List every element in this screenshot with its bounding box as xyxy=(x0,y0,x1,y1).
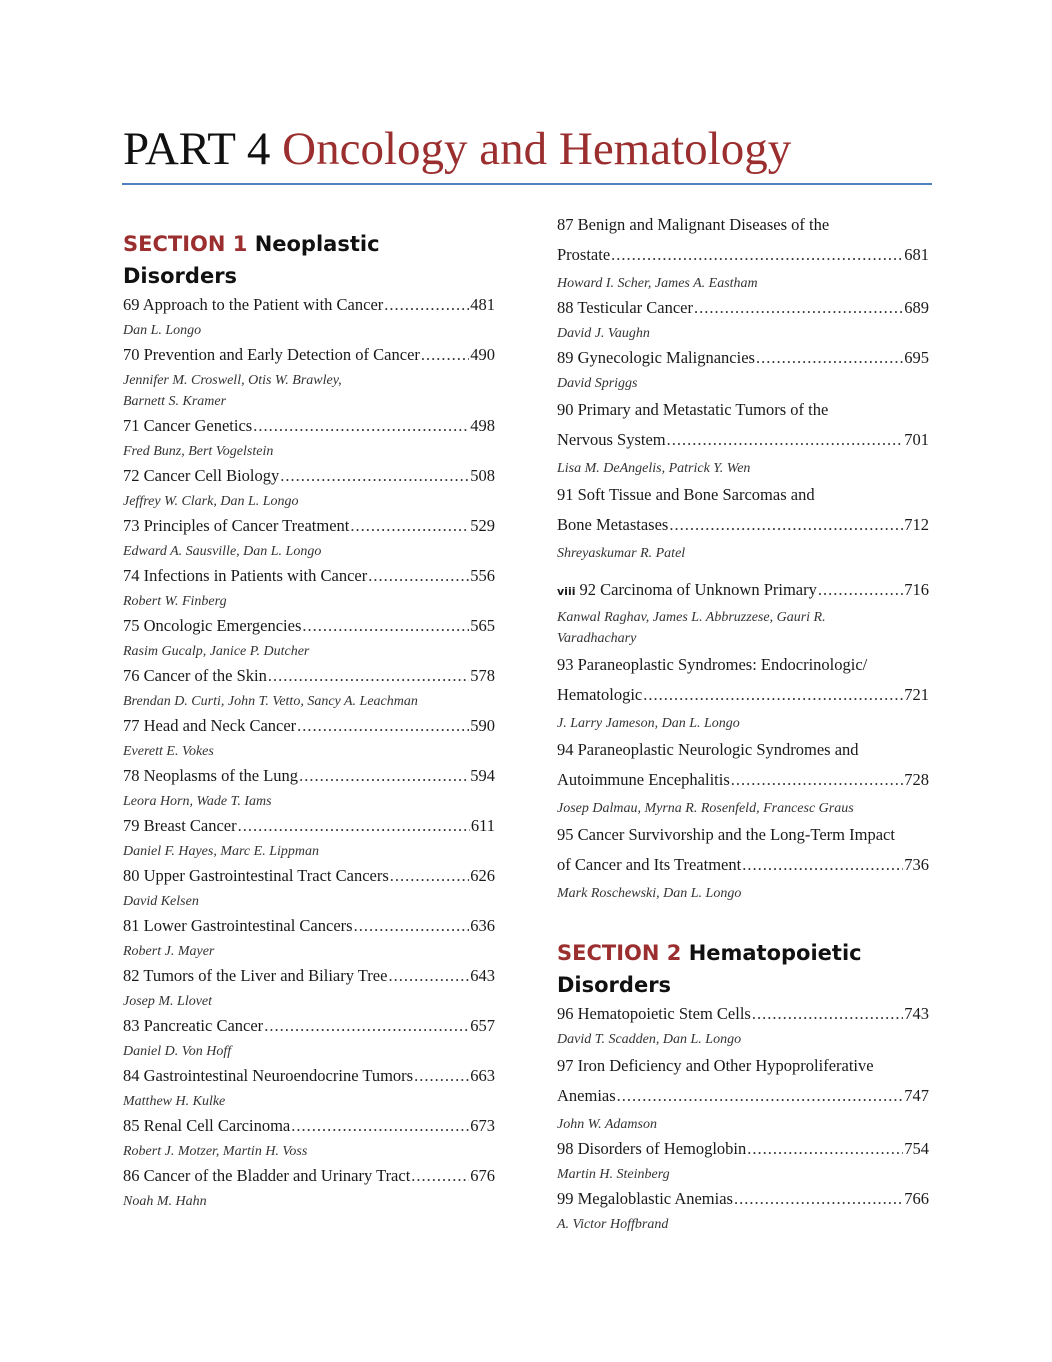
chapter-authors xyxy=(557,543,929,564)
chapter-page: 636 xyxy=(470,916,495,935)
dot-leader xyxy=(611,240,903,270)
chapter-line xyxy=(123,463,495,488)
chapter-line xyxy=(123,663,495,688)
chapter-page: 657 xyxy=(470,1016,495,1035)
authors-line: Brendan D. Curti, John T. Vetto, Sancy A. Leachman xyxy=(123,694,418,709)
section-1-heading xyxy=(123,228,495,292)
chapter-page: 490 xyxy=(470,345,495,364)
chapter-authors xyxy=(557,1029,929,1050)
chapter-line xyxy=(557,680,929,710)
authors-line: Lisa M. DeAngelis, Patrick Y. Wen xyxy=(557,461,751,476)
chapter-title: 81 Lower Gastrointestinal Cancers xyxy=(123,916,353,935)
dot-leader xyxy=(280,463,469,488)
chapter-line xyxy=(123,1113,495,1138)
chapter-entry[interactable] xyxy=(557,577,929,604)
right-column xyxy=(557,210,929,1236)
chapter-title-cont: Anemias xyxy=(557,1086,616,1105)
authors-line: Rasim Gucalp, Janice P. Dutcher xyxy=(123,644,310,659)
authors-line: Mark Roschewski, Dan L. Longo xyxy=(557,886,742,901)
chapter-authors xyxy=(123,1191,495,1212)
chapter-title-cont: of Cancer and Its Treatment xyxy=(557,855,742,874)
dot-leader xyxy=(390,863,469,888)
dot-leader xyxy=(350,513,469,538)
chapter-title: 71 Cancer Genetics xyxy=(123,416,253,435)
chapter-line xyxy=(123,342,495,367)
chapter-page: 498 xyxy=(470,416,495,435)
chapter-page: 689 xyxy=(904,298,929,317)
chapter-title: 77 Head and Neck Cancer xyxy=(123,716,297,735)
chapter-line xyxy=(123,1163,495,1188)
chapter-title: 93 Paraneoplastic Syndromes: Endocrinologic/ xyxy=(557,655,868,674)
chapter-authors xyxy=(123,941,495,962)
chapter-list-right-a xyxy=(557,210,929,564)
authors-line: Robert J. Motzer, Martin H. Voss xyxy=(123,1144,308,1159)
chapter-line xyxy=(557,295,929,320)
chapter-entry[interactable] xyxy=(557,1001,929,1026)
chapter-entry[interactable] xyxy=(123,913,495,938)
chapter-title: 88 Testicular Cancer xyxy=(557,298,693,317)
dot-leader xyxy=(752,1001,903,1026)
authors-line: Fred Bunz, Bert Vogelstein xyxy=(123,444,274,459)
chapter-title-cont: Prostate xyxy=(557,245,611,264)
chapter-authors xyxy=(557,798,929,819)
dot-leader xyxy=(756,345,903,370)
chapter-authors xyxy=(557,273,929,294)
part-label: PART 4 xyxy=(123,123,271,175)
chapter-authors xyxy=(557,713,929,734)
chapter-line xyxy=(557,1001,929,1026)
chapter-page: 695 xyxy=(904,348,929,367)
chapter-authors xyxy=(123,1091,495,1112)
chapter-entry[interactable] xyxy=(557,295,929,320)
chapter-page: 701 xyxy=(904,430,929,449)
chapter-page: 663 xyxy=(470,1066,495,1085)
chapter-authors xyxy=(557,1114,929,1135)
chapter-page: 712 xyxy=(904,515,929,534)
chapter-authors xyxy=(123,791,495,812)
chapter-entry[interactable] xyxy=(123,342,495,367)
chapter-entry[interactable] xyxy=(557,820,929,880)
chapter-title: 95 Cancer Survivorship and the Long-Term Impact xyxy=(557,825,895,844)
authors-line: David J. Vaughn xyxy=(557,326,650,341)
chapter-entry[interactable] xyxy=(123,413,495,438)
authors-line: Jennifer M. Croswell, Otis W. Brawley, xyxy=(123,373,342,388)
chapter-authors xyxy=(557,323,929,344)
chapter-authors xyxy=(123,691,495,712)
authors-line: J. Larry Jameson, Dan L. Longo xyxy=(557,716,740,731)
authors-line: John W. Adamson xyxy=(557,1117,657,1132)
dot-leader xyxy=(421,342,469,367)
dot-leader xyxy=(388,963,469,988)
chapter-authors xyxy=(123,441,495,462)
dot-leader xyxy=(747,1136,903,1161)
authors-line: Edward A. Sausville, Dan L. Longo xyxy=(123,544,322,559)
chapter-page: 578 xyxy=(470,666,495,685)
dot-leader xyxy=(253,413,469,438)
chapter-title: 97 Iron Deficiency and Other Hypoproliferative xyxy=(557,1056,874,1075)
chapter-line xyxy=(123,513,495,538)
chapter-entry[interactable] xyxy=(123,463,495,488)
chapter-line xyxy=(123,863,495,888)
dot-leader xyxy=(669,510,903,540)
chapter-authors xyxy=(123,741,495,762)
chapter-authors xyxy=(123,1041,495,1062)
authors-line: Noah M. Hahn xyxy=(123,1194,207,1209)
title-rule xyxy=(122,183,932,185)
chapter-title: 78 Neoplasms of the Lung xyxy=(123,766,299,785)
authors-line: Varadhachary xyxy=(557,631,637,646)
dot-leader xyxy=(411,1163,469,1188)
dot-leader xyxy=(384,292,469,317)
chapter-title: 76 Cancer of the Skin xyxy=(123,666,267,685)
chapter-line xyxy=(557,577,929,604)
chapter-entry[interactable] xyxy=(123,292,495,317)
chapter-authors xyxy=(557,1214,929,1235)
folio-marker: viii xyxy=(557,585,576,598)
chapter-page: 508 xyxy=(470,466,495,485)
chapter-title: 69 Approach to the Patient with Cancer xyxy=(123,295,384,314)
dot-leader xyxy=(734,1186,903,1211)
part-name: Oncology and Hematology xyxy=(282,123,792,175)
chapter-entry[interactable] xyxy=(123,713,495,738)
chapter-title: 90 Primary and Metastatic Tumors of the xyxy=(557,400,829,419)
authors-line: David Kelsen xyxy=(123,894,199,909)
chapter-line xyxy=(123,913,495,938)
chapter-title: 74 Infections in Patients with Cancer xyxy=(123,566,368,585)
chapter-authors xyxy=(123,491,495,512)
chapter-title: 79 Breast Cancer xyxy=(123,816,237,835)
section-2-heading xyxy=(557,937,929,1001)
chapter-title-cont: Autoimmune Encephalitis xyxy=(557,770,730,789)
authors-line: Leora Horn, Wade T. Iams xyxy=(123,794,272,809)
chapter-page: 529 xyxy=(470,516,495,535)
chapter-page: 676 xyxy=(470,1166,495,1185)
chapter-entry[interactable] xyxy=(123,1063,495,1088)
chapter-entry[interactable] xyxy=(123,513,495,538)
authors-line: Daniel F. Hayes, Marc E. Lippman xyxy=(123,844,319,859)
chapter-title: 89 Gynecologic Malignancies xyxy=(557,348,755,367)
chapter-page: 643 xyxy=(470,966,495,985)
chapter-authors xyxy=(123,541,495,562)
authors-line: Martin H. Steinberg xyxy=(557,1167,670,1182)
chapter-page: 673 xyxy=(470,1116,495,1135)
chapter-authors xyxy=(123,841,495,862)
section-1-title: Neoplastic Disorders xyxy=(123,232,380,288)
chapter-title: 94 Paraneoplastic Neurologic Syndromes and xyxy=(557,740,859,759)
dot-leader xyxy=(643,680,903,710)
chapter-line xyxy=(123,413,495,438)
dot-leader xyxy=(694,295,903,320)
chapter-authors xyxy=(557,373,929,394)
chapter-entry[interactable] xyxy=(557,735,929,795)
authors-line: Josep M. Llovet xyxy=(123,994,213,1009)
chapter-entry[interactable] xyxy=(123,663,495,688)
authors-line: Everett E. Vokes xyxy=(123,744,214,759)
chapter-title: 98 Disorders of Hemoglobin xyxy=(557,1139,747,1158)
chapter-list-right-b xyxy=(557,577,929,904)
chapter-page: 594 xyxy=(470,766,495,785)
chapter-line xyxy=(123,292,495,317)
chapter-line xyxy=(557,765,929,795)
authors-line: Howard I. Scher, James A. Eastham xyxy=(557,276,758,291)
chapter-title: 75 Oncologic Emergencies xyxy=(123,616,302,635)
dot-leader xyxy=(302,613,469,638)
chapter-entry[interactable] xyxy=(123,1163,495,1188)
chapter-line xyxy=(557,1136,929,1161)
chapter-title: 92 Carcinoma of Unknown Primary xyxy=(579,580,817,599)
chapter-authors xyxy=(557,883,929,904)
chapter-entry[interactable] xyxy=(557,345,929,370)
chapter-entry[interactable] xyxy=(123,763,495,788)
authors-line: Dan L. Longo xyxy=(123,323,202,338)
authors-line: Josep Dalmau, Myrna R. Rosenfeld, Francesc Graus xyxy=(557,801,854,816)
chapter-entry[interactable] xyxy=(123,1113,495,1138)
chapter-entry[interactable] xyxy=(123,813,495,838)
chapter-line xyxy=(557,345,929,370)
chapter-title: 84 Gastrointestinal Neuroendocrine Tumors xyxy=(123,1066,414,1085)
chapter-title-cont: Nervous System xyxy=(557,430,666,449)
chapter-entry[interactable] xyxy=(123,613,495,638)
section-2-label: SECTION 2 xyxy=(557,941,682,965)
chapter-list-right-c xyxy=(557,1001,929,1235)
chapter-entry[interactable] xyxy=(123,963,495,988)
chapter-line xyxy=(123,713,495,738)
authors-line: Shreyaskumar R. Patel xyxy=(557,546,686,561)
chapter-page: 754 xyxy=(904,1139,929,1158)
chapter-line xyxy=(123,1013,495,1038)
authors-line: Daniel D. Von Hoff xyxy=(123,1044,232,1059)
chapter-page: 747 xyxy=(904,1086,929,1105)
chapter-title: 96 Hematopoietic Stem Cells xyxy=(557,1004,751,1023)
authors-line: Robert W. Finberg xyxy=(123,594,227,609)
spacer xyxy=(557,905,929,937)
chapter-line xyxy=(557,1186,929,1211)
chapter-page: 743 xyxy=(904,1004,929,1023)
chapter-authors xyxy=(557,458,929,479)
chapter-line xyxy=(123,813,495,838)
dot-leader xyxy=(299,763,469,788)
chapter-page: 721 xyxy=(904,685,929,704)
chapter-entry[interactable] xyxy=(557,1051,929,1111)
chapter-page: 611 xyxy=(470,816,495,835)
dot-leader xyxy=(238,813,470,838)
chapter-page: 716 xyxy=(904,580,929,599)
section-2-title-line1: Hematopoietic xyxy=(688,941,862,965)
authors-line: David Spriggs xyxy=(557,376,638,391)
chapter-title: 99 Megaloblastic Anemias xyxy=(557,1189,733,1208)
chapter-line xyxy=(123,613,495,638)
chapter-page: 626 xyxy=(470,866,495,885)
chapter-entry[interactable] xyxy=(557,210,929,270)
chapter-authors xyxy=(123,370,495,412)
authors-line: Robert J. Mayer xyxy=(123,944,215,959)
chapter-entry[interactable] xyxy=(557,480,929,540)
authors-line: Matthew H. Kulke xyxy=(123,1094,226,1109)
section-1-label: SECTION 1 xyxy=(123,232,248,256)
chapter-title: 72 Cancer Cell Biology xyxy=(123,466,280,485)
chapter-entry[interactable] xyxy=(557,1186,929,1211)
chapter-title: 85 Renal Cell Carcinoma xyxy=(123,1116,291,1135)
authors-line: David T. Scadden, Dan L. Longo xyxy=(557,1032,742,1047)
chapter-authors xyxy=(123,991,495,1012)
spacer xyxy=(557,565,929,577)
dot-leader xyxy=(297,713,469,738)
chapter-line xyxy=(557,1081,929,1111)
chapter-entry[interactable] xyxy=(123,1013,495,1038)
chapter-title-cont: Bone Metastases xyxy=(557,515,669,534)
chapter-title: 70 Prevention and Early Detection of Cancer xyxy=(123,345,420,364)
authors-line: Barnett S. Kramer xyxy=(123,394,227,409)
chapter-list-left xyxy=(123,292,495,1212)
chapter-page: 728 xyxy=(904,770,929,789)
chapter-authors xyxy=(123,891,495,912)
chapter-page: 556 xyxy=(470,566,495,585)
chapter-entry[interactable] xyxy=(557,650,929,710)
dot-leader xyxy=(731,765,903,795)
dot-leader xyxy=(264,1013,469,1038)
chapter-title-cont: Hematologic xyxy=(557,685,643,704)
chapter-title: 80 Upper Gastrointestinal Tract Cancers xyxy=(123,866,389,885)
chapter-line xyxy=(557,240,929,270)
dot-leader xyxy=(368,563,469,588)
authors-line: Kanwal Raghav, James L. Abbruzzese, Gauri R. xyxy=(557,610,826,625)
chapter-title: 87 Benign and Malignant Diseases of the xyxy=(557,215,830,234)
chapter-line xyxy=(557,425,929,455)
chapter-title: 83 Pancreatic Cancer xyxy=(123,1016,264,1035)
dot-leader xyxy=(818,577,903,602)
section-2-title-line2: Disorders xyxy=(557,973,672,997)
chapter-line xyxy=(123,763,495,788)
chapter-entry[interactable] xyxy=(123,563,495,588)
chapter-page: 481 xyxy=(470,295,495,314)
chapter-title: 91 Soft Tissue and Bone Sarcomas and xyxy=(557,485,815,504)
chapter-authors xyxy=(557,607,929,649)
dot-leader xyxy=(291,1113,469,1138)
chapter-line xyxy=(123,563,495,588)
chapter-page: 590 xyxy=(470,716,495,735)
chapter-page: 736 xyxy=(904,855,929,874)
chapter-entry[interactable] xyxy=(557,395,929,455)
chapter-authors xyxy=(123,641,495,662)
dot-leader xyxy=(268,663,469,688)
authors-line: Jeffrey W. Clark, Dan L. Longo xyxy=(123,494,299,509)
chapter-page: 565 xyxy=(470,616,495,635)
chapter-authors xyxy=(123,320,495,341)
dot-leader xyxy=(414,1063,469,1088)
chapter-line xyxy=(123,963,495,988)
chapter-line xyxy=(123,1063,495,1088)
chapter-page: 681 xyxy=(904,245,929,264)
dot-leader xyxy=(742,850,903,880)
chapter-title: 73 Principles of Cancer Treatment xyxy=(123,516,350,535)
chapter-line xyxy=(557,510,929,540)
chapter-entry[interactable] xyxy=(557,1136,929,1161)
dot-leader xyxy=(354,913,470,938)
dot-leader xyxy=(617,1081,904,1111)
chapter-authors xyxy=(123,1141,495,1162)
chapter-entry[interactable] xyxy=(123,863,495,888)
dot-leader xyxy=(667,425,904,455)
chapter-line xyxy=(557,850,929,880)
chapter-authors xyxy=(557,1164,929,1185)
part-title xyxy=(123,123,792,175)
left-column xyxy=(123,228,495,1213)
chapter-authors xyxy=(123,591,495,612)
authors-line: A. Victor Hoffbrand xyxy=(557,1217,669,1232)
chapter-page: 766 xyxy=(904,1189,929,1208)
chapter-title: 86 Cancer of the Bladder and Urinary Tract xyxy=(123,1166,411,1185)
chapter-title: 82 Tumors of the Liver and Biliary Tree xyxy=(123,966,388,985)
